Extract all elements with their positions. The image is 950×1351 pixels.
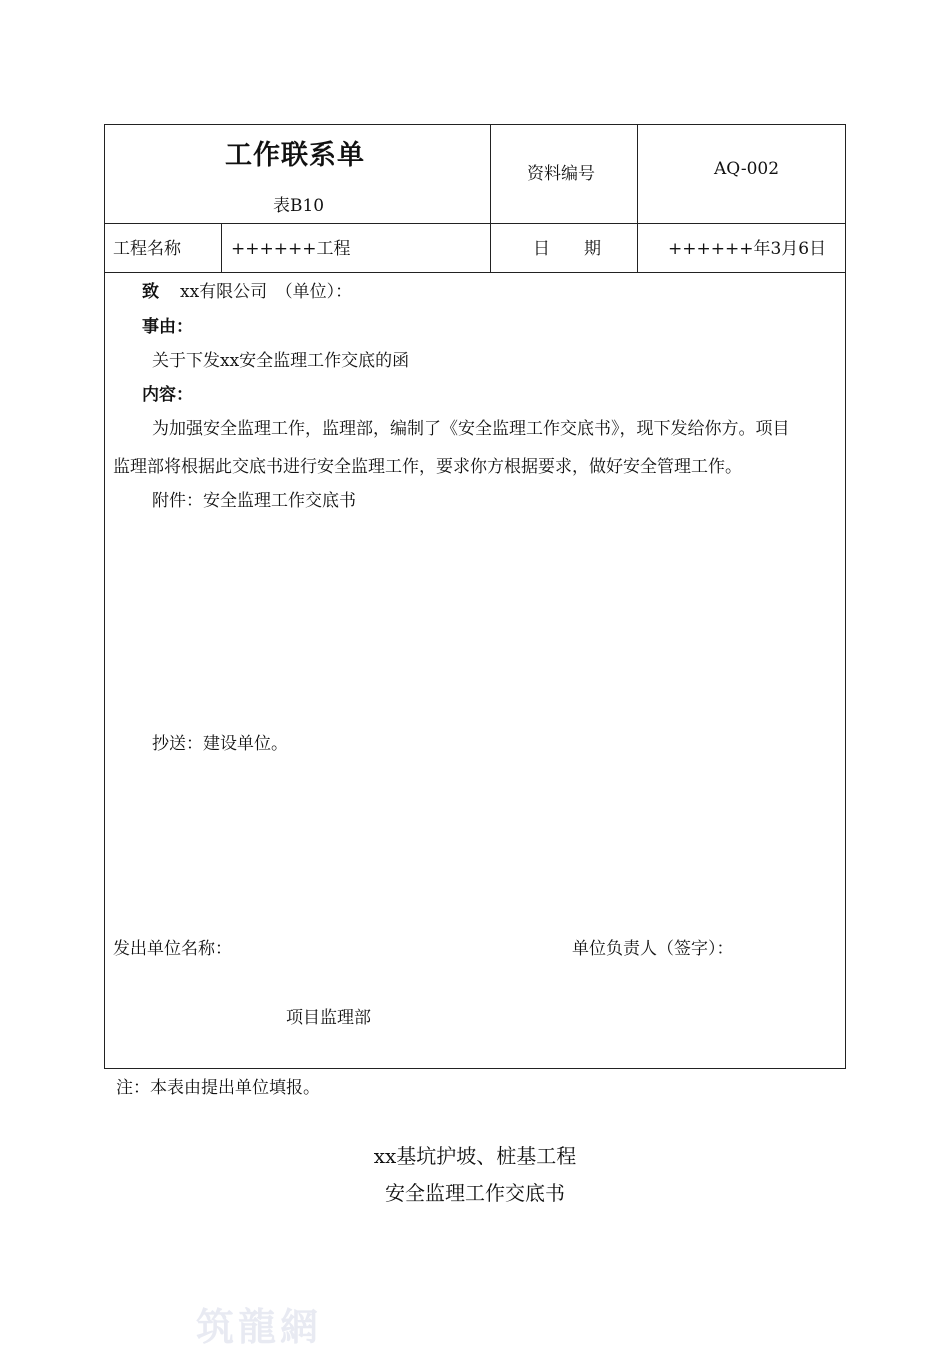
issuer-label: 发出单位名称：	[113, 939, 232, 959]
cc-line: 抄送：建设单位。	[152, 734, 288, 754]
date-value: ++++++年3月6日	[668, 239, 827, 259]
subject-text: 关于下发xx安全监理工作交底的函	[152, 351, 410, 371]
content-paragraph-line-2: 监理部将根据此交底书进行安全监理工作，要求你方根据要求，做好安全管理工作。	[113, 457, 742, 477]
signer-label: 单位负责人（签字）：	[572, 939, 734, 959]
document-title-line-2: 安全监理工作交底书	[385, 1181, 565, 1205]
doc-number-label: 资料编号	[527, 164, 595, 184]
form-title: 工作联系单	[225, 140, 365, 171]
content-paragraph-line-1: 为加强安全监理工作，监理部，编制了《安全监理工作交底书》，现下发给你方。项目	[152, 419, 790, 439]
content-label: 内容：	[142, 385, 193, 405]
document-title-line-1: xx基坑护坡、桩基工程	[373, 1144, 577, 1168]
date-label: 日 期	[533, 239, 601, 259]
row-divider-2	[105, 272, 845, 273]
to-label: 致	[142, 282, 159, 302]
project-name-label: 工程名称	[113, 239, 181, 259]
attachment-line: 附件：安全监理工作交底书	[152, 491, 356, 511]
form-note: 注：本表由提出单位填报。	[116, 1078, 320, 1098]
row-divider-1	[105, 223, 845, 224]
col-divider-1	[490, 125, 491, 272]
project-name-value: ++++++工程	[231, 239, 351, 259]
table-number: 表B10	[273, 196, 325, 216]
col-divider-2	[637, 125, 638, 272]
doc-number-value: AQ-002	[714, 159, 780, 179]
to-recipient: xx有限公司 （单位）：	[180, 282, 353, 302]
col-divider-3	[221, 223, 222, 272]
issuer-value: 项目监理部	[286, 1008, 371, 1028]
watermark-logo: 筑龍網	[196, 1304, 323, 1349]
subject-label: 事由：	[142, 317, 193, 337]
contact-form-table	[104, 124, 846, 1069]
